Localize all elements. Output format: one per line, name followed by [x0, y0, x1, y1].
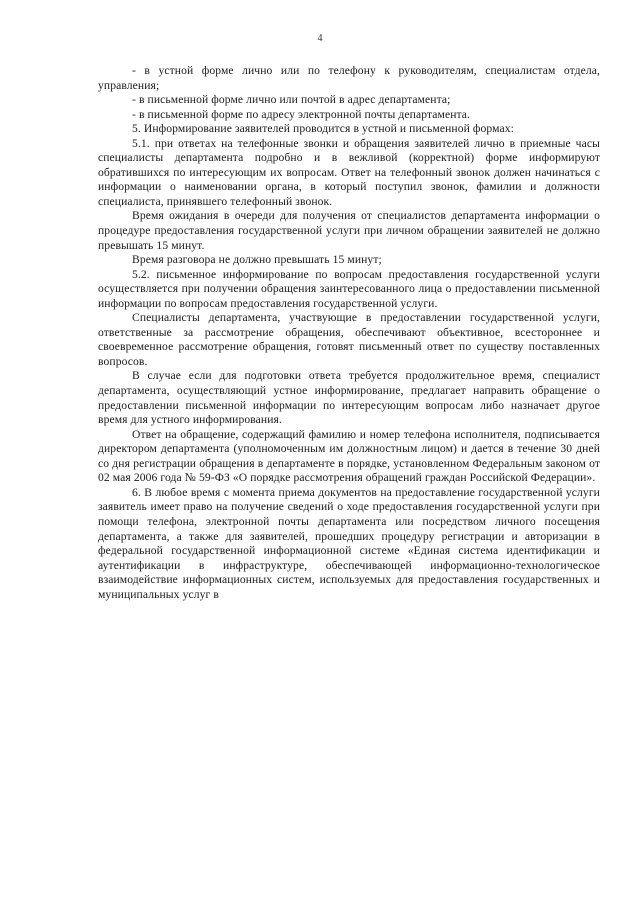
paragraph-specialists: Специалисты департамента, участвующие в предоставлении государственной услуги, ответственные за рассмотрение обращения, обеспечивают объективное, всестороннее и своевременное рассмотрение обращения, готовят письменный ответ по существу поставленных вопросов. — [98, 311, 600, 368]
paragraph-call-duration: Время разговора не должно превышать 15 минут; — [132, 253, 382, 267]
paragraph-section-5-1: 5.1. при ответах на телефонные звонки и обращения заявителей лично в приемные часы специалисты департамента подробно и в вежливой (корректной) форме информируют обратившихся по интересующим их вопросам. Ответ на телефонный звонок должен начинаться с информации о наименовании органа, в который поступил звонок, фамилии и должности специалиста, принявшего телефонный звонок. — [98, 136, 600, 208]
paragraph-waiting-time: Время ожидания в очереди для получения от специалистов департамента информации о процедуре предоставления государственной услуги при личном обращении заявителей не должно превышать 15 минут. — [98, 209, 600, 252]
paragraph-response: Ответ на обращение, содержащий фамилию и номер телефона исполнителя, подписывается директором департамента (уполномоченным им должностным лицом) и дается в течение 30 дней со дня регистрации обращения в департаменте в порядке, установленном Федеральным законом от 02 мая 2006 года № 59-ФЗ «О порядке рассмотрения обращений граждан Российской Федерации». — [98, 427, 600, 485]
paragraph-section-6: 6. В любое время с момента приема документов на предоставление государственной услуги заявитель имеет право на получение сведений о ходе предоставления государственной услуги при помощи телефона, электронной почты департамента или посредством личного посещения департамента, а также для заявителей, прошедших процедуру регистрации и авторизации в федеральной государственной информационной системе «Единая система идентификации и аутентификации в инфраструктуре, обеспечивающей информационно-технологическое взаимодействие информационных систем, используемых для предоставления государственных и муниципальных услуг в — [98, 485, 600, 601]
paragraph-section-5-2: 5.2. письменное информирование по вопросам предоставления государственной услуги осуществляется при получении обращения заинтересованного лица о предоставлении письменной информации по вопросам предоставления государственной услуги. — [98, 267, 600, 310]
paragraph-written-mail: - в письменной форме лично или почтой в адрес департамента; — [132, 93, 451, 107]
paragraph-written-email: - в письменной форме по адресу электронной почты департамента. — [132, 107, 471, 121]
page-number: 4 — [317, 33, 323, 44]
document-body — [98, 64, 600, 602]
paragraph-section-5: 5. Информирование заявителей проводится в устной и письменной формах: — [132, 122, 514, 136]
paragraph-oral-info: - в устной форме лично или по телефону к руководителям, специалистам отдела, управления; — [98, 64, 600, 92]
paragraph-extra-time: В случае если для подготовки ответа требуется продолжительное время, специалист департамента, осуществляющий устное информирование, предлагает направить обращение о предоставлении письменной информации по интересующим вопросам либо назначает другое время для устного информирования. — [98, 369, 600, 427]
